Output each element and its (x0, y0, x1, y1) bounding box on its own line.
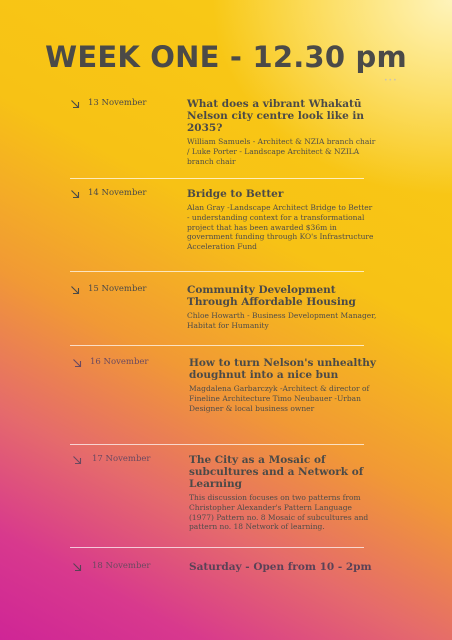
event-date: 15 November (88, 284, 147, 294)
event-date: 18 November (92, 561, 151, 571)
decorative-dots: ••• (384, 77, 398, 84)
divider (70, 547, 364, 548)
event-description: This discussion focuses on two patterns from Christopher Alexander's Pattern Language (1977) Pattern no. 8 Mosaic of subcultures and pattern no. 18 Network of learning. (189, 493, 369, 532)
event-title: Saturday - Open from 10 - 2pm (189, 561, 372, 573)
event-description: Chloe Howarth - Business Development Manager, Habitat for Humanity (187, 311, 377, 330)
event-title: How to turn Nelson's unhealthy doughnut into a nice bun (189, 357, 376, 381)
divider (70, 271, 364, 272)
arrow-down-right-icon (72, 358, 82, 368)
page-title: WEEK ONE - 12.30 pm (45, 40, 407, 74)
event-description: William Samuels - Architect & NZIA branch chair / Luke Porter - Landscape Architect & NZILA branch chair (187, 137, 376, 166)
event-date: 14 November (88, 188, 147, 198)
arrow-down-right-icon (72, 455, 82, 465)
event-description: Magdalena Garbarczyk -Architect & director of Fineline Architecture Timo Neubauer -Urban Designer & local business owner (189, 384, 370, 413)
event-title: Community Development Through Affordable Housing (187, 284, 356, 308)
event-date: 17 November (92, 454, 151, 464)
arrow-down-right-icon (70, 189, 80, 199)
arrow-down-right-icon (72, 562, 82, 572)
divider (70, 178, 364, 179)
divider (70, 345, 364, 346)
arrow-down-right-icon (70, 99, 80, 109)
arrow-down-right-icon (70, 285, 80, 295)
event-date: 16 November (90, 357, 149, 367)
event-title: Bridge to Better (187, 188, 284, 200)
event-description: Alan Gray -Landscape Architect Bridge to Better - understanding context for a transformational project that has been awarded $36m in government funding through KO's Infrastructure Acceleration Fund (187, 203, 374, 252)
event-date: 13 November (88, 98, 147, 108)
divider (70, 444, 364, 445)
event-title: The City as a Mosaic of subcultures and a Network of Learning (189, 454, 364, 490)
event-title: What does a vibrant Whakatū Nelson city centre look like in 2035? (187, 98, 365, 134)
